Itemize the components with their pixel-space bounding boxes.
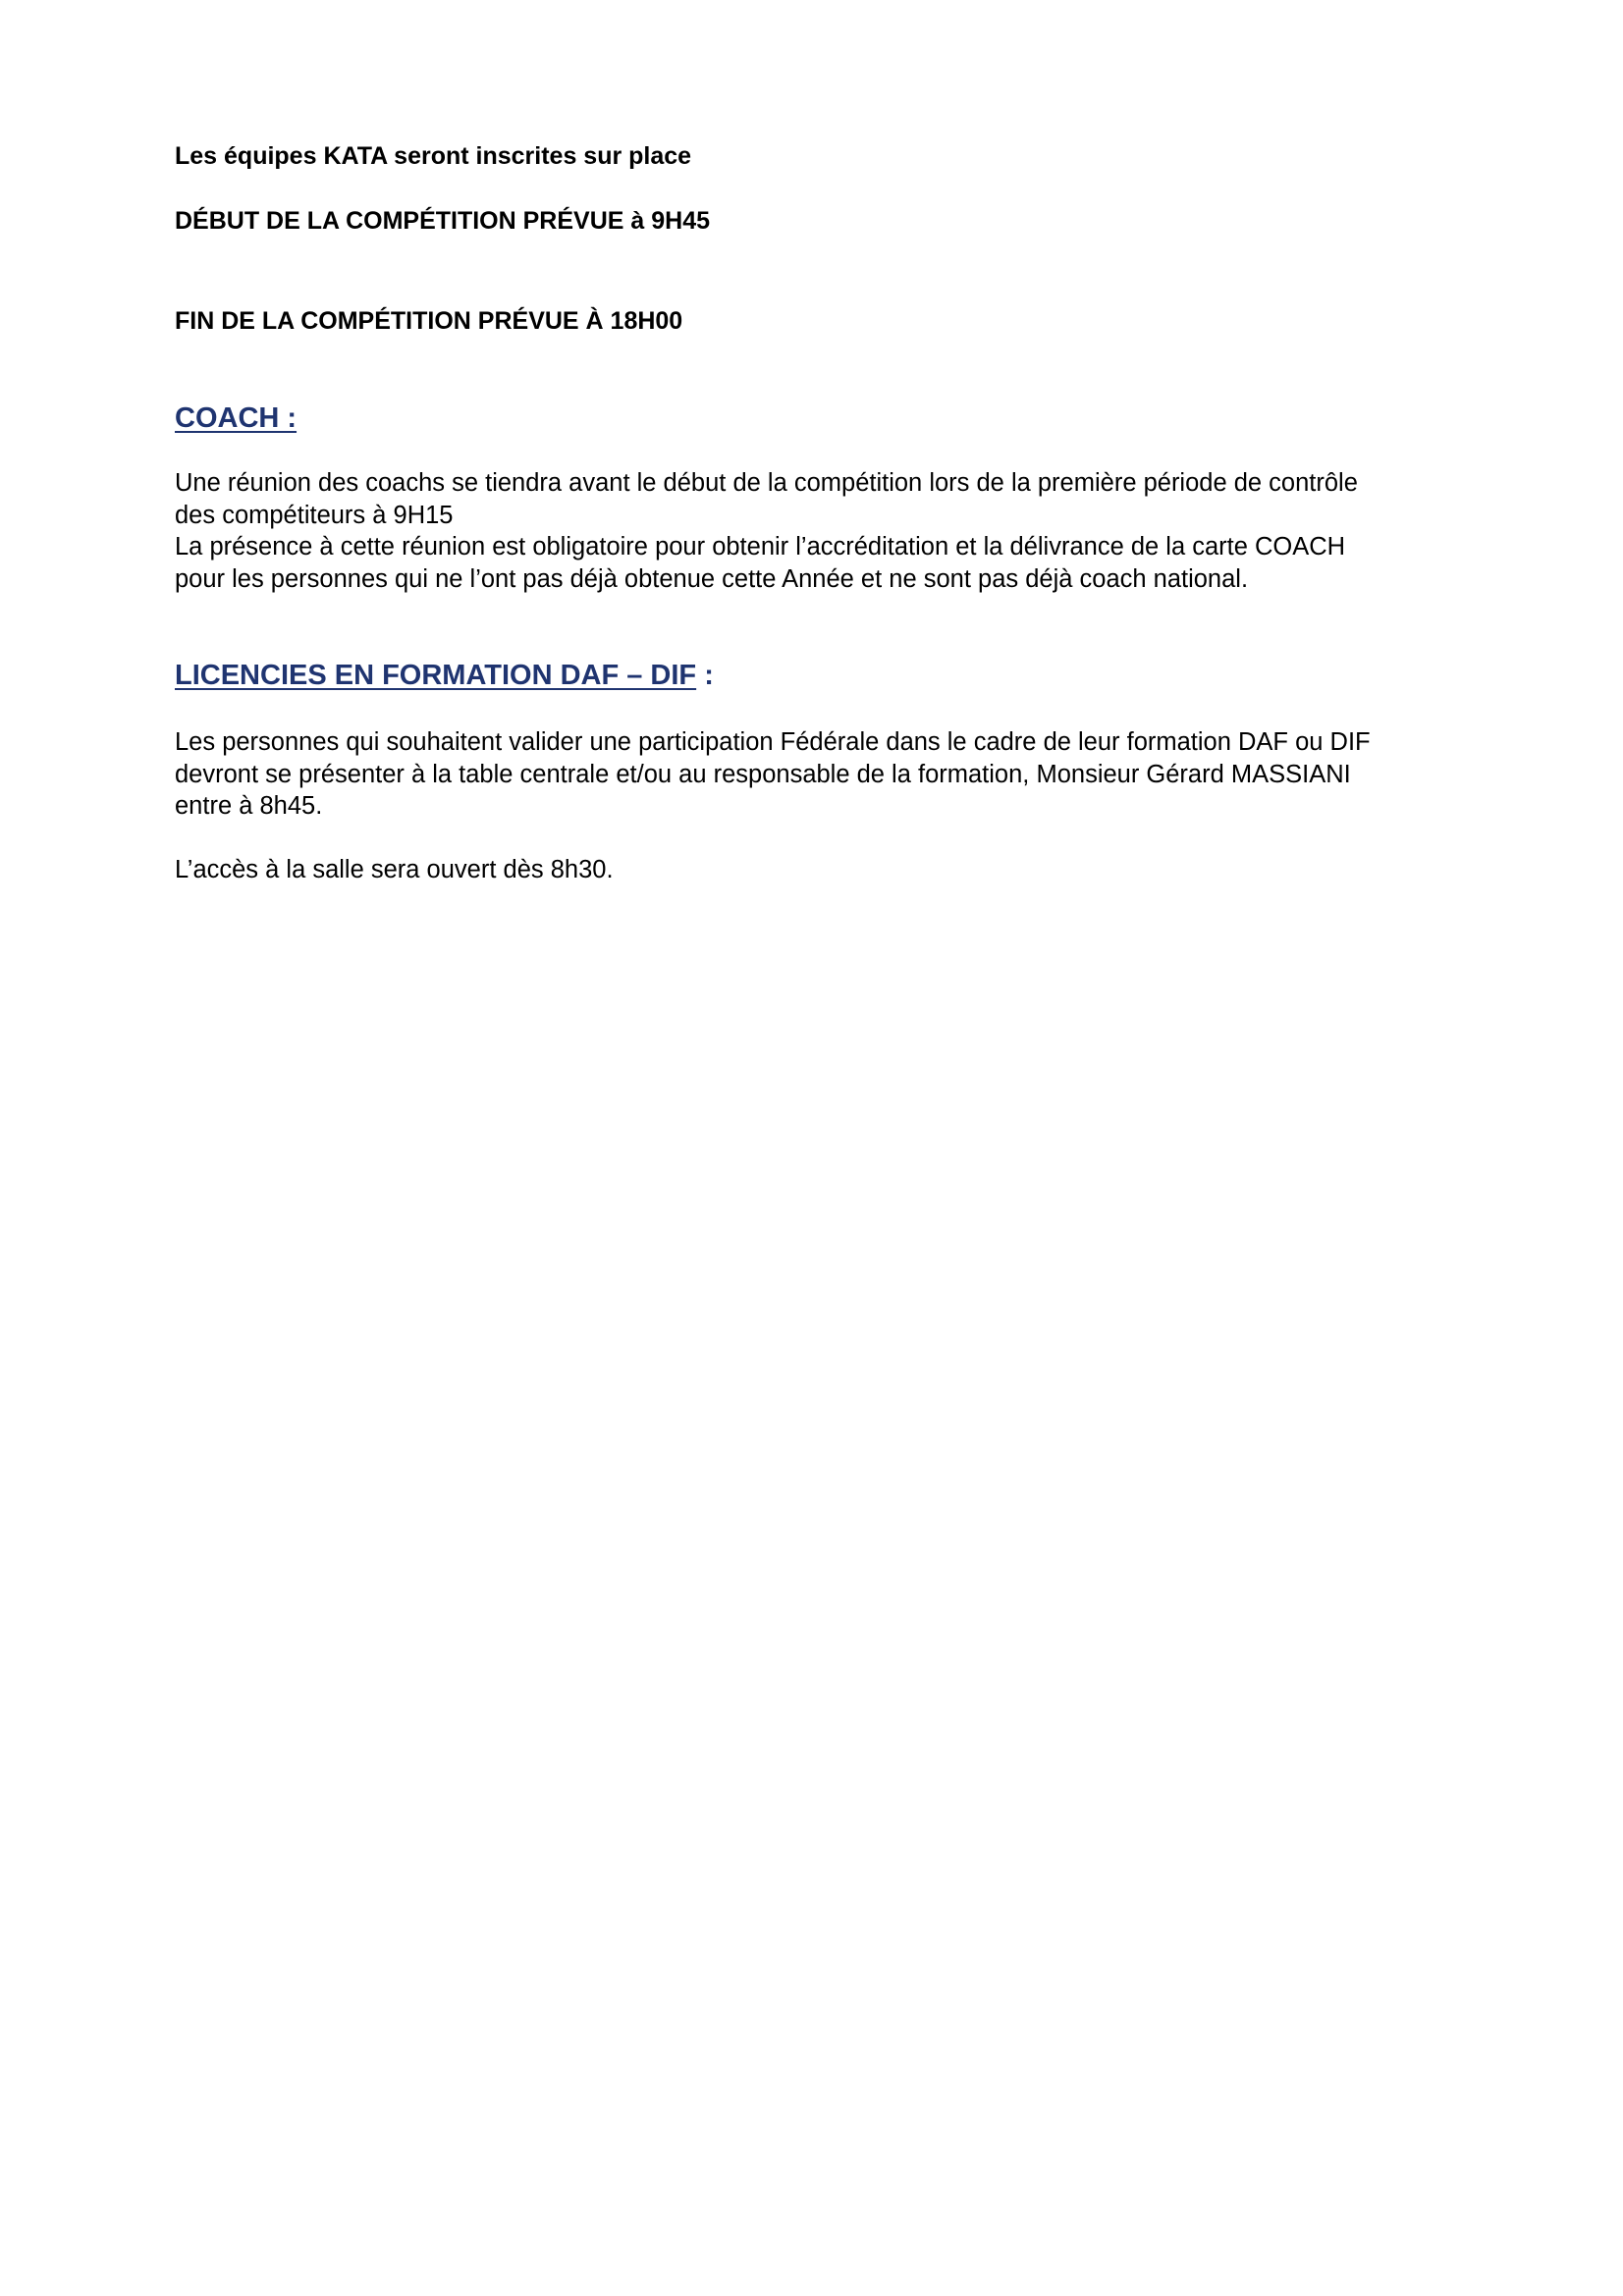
licencies-paragraph-line: entre à 8h45.: [175, 792, 323, 820]
coach-paragraph-line: Une réunion des coachs se tiendra avant le début de la compétition lors de la première période de contrôle: [175, 469, 1358, 497]
licencies-paragraph-line: devront se présenter à la table centrale et/ou au responsable de la formation, Monsieur Gérard MASSIANI: [175, 760, 1351, 788]
coach-paragraph: [175, 467, 1358, 595]
licencies-heading-text: LICENCIES EN FORMATION DAF – DIF: [175, 660, 697, 691]
coach-heading-text: COACH :: [175, 402, 298, 434]
licencies-paragraph-line: Les personnes qui souhaitent valider une participation Fédérale dans le cadre de leur formation DAF ou DIF: [175, 728, 1371, 756]
access-line: L’accès à la salle sera ouvert dès 8h30.: [175, 856, 614, 883]
coach-paragraph-line: La présence à cette réunion est obligatoire pour obtenir l’accréditation et la délivrance de la carte COACH: [175, 533, 1346, 561]
end-time-line: FIN DE LA COMPÉTITION PRÉVUE À 18H00: [175, 307, 683, 335]
licencies-paragraph: [175, 726, 1371, 823]
coach-paragraph-line: des compétiteurs à 9H15: [175, 501, 454, 529]
start-time-line: DÉBUT DE LA COMPÉTITION PRÉVUE à 9H45: [175, 207, 710, 235]
kata-teams-line: Les équipes KATA seront inscrites sur place: [175, 142, 692, 170]
coach-paragraph-line: pour les personnes qui ne l’ont pas déjà obtenue cette Année et ne sont pas déjà coach national.: [175, 564, 1249, 593]
licencies-heading: [175, 658, 714, 693]
licencies-heading-suffix: :: [696, 660, 714, 691]
coach-heading: [175, 400, 297, 436]
